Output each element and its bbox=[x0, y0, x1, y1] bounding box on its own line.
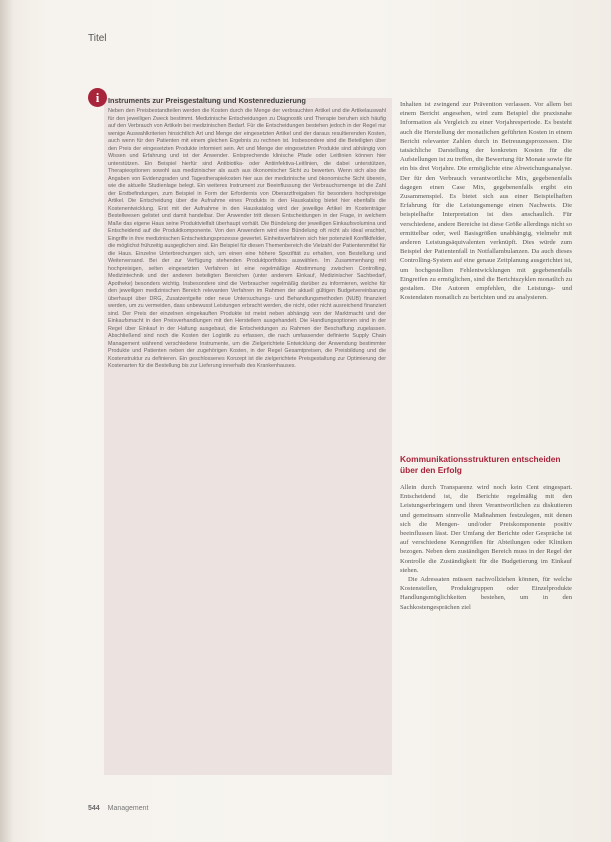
section-paragraph-1: Allein durch Transparenz wird noch kein Cent eingespart. Entscheidend ist, die Berichte regelmäßig mit den Leistungserbringern und ihren Verantwortlichen zu diskutieren und gemeinsam sinnvolle Maßnahmen festzulegen, mit denen sich die Mengen- und/oder Preiskomponente positiv beeinflussen lässt. Der Umfang der Berichte oder Gespräche ist auf verschiedene Kenngrößen für Abteilungen oder Kliniken bezogen. Neben dem zuständigen Bereich muss in der Regel der Kontrolle die Zuständigkeit für die Budgetierung im Einkauf stehen. bbox=[400, 484, 572, 574]
info-box-body: Neben den Preisbestandteilen werden die Kosten durch die Menge der verbrauchten Artikel und die Artikelauswahl für den jeweiligen Zweck bestimmt. Medizinische Entscheidungen zu Diagnostik und Therapie beruhen sich häufig auf den Verbrauch von Artikeln bei medizinischen Bedarf. Für die Entscheidungen bestehen jedoch in der Regel nur wenige Auswahlkriterien hinsichtlich Art und Menge der eingesetzten Artikel und der daraus resultierenden Kosten, auch wenn für den Patienten mit einem gleichen Ergebnis zu rechnen ist. Insbesondere sind die Beteiligten über den Preis der eingesetzten Produkte informiert sein. Art und Menge der eingesetzten Produkte sind abhängig von Wissen und Erfahrung und ist der Anwender. Entsprechende klinische Pfade oder Leitlinien können hier unterstützen. Ein Beispiel hierfür sind Antibiotika- oder Antiinfektiva-Leitlinien, die dabei unterstützen, Therapieoptionen sowohl aus medizinischer als auch aus ökonomischer Sicht zu bewerten. Wenn sich also die Angaben von Evidenzgraden und Tagestherapiekosten hier aus der medizinische und ökonomische Sicht überein, wie die aktuelle Studienlage belegt. Ein weiteres Instrument zur Beeinflussung der Verbrauchsmenge ist die Zahl der Erstbefindungen, zum Beispiel in Form der Erfordernis von Oberarztfreigaben für besonders hochpreisige Artikel. Die Entscheidung über die Aufnahme eines Produkts in den Hauskatalog bietet hier ebenfalls die Kostenentwicklung. Erst mit der Aufnahme in den Hauskatalog wird der jeweilige Artikel im Kostenträger Bestellwesen gelistet und damit handelbar. Der Anwender tritt diesen Entscheidungen in der Frage, in welchem Maße das eigene Haus seine Produktvielfalt überhaupt vorhält. Die Bündelung der jeweiligen Einkaufsvolumina und Entscheidend auf die Produktkomponente. Von den Anwendern wird eine Bündelung oft nicht als ideal erachtet, Eingriffe in ihre medizinischen Entscheidungsprozesse gewertet. Einheitsverfahren sich hier potenziell Konfliktfelder, die möglichst frühzeitig ausgeglichen sind. Ein Beispiel für diesen Themenbereich die Vielzahl der Patientenmittel für die Haus. Einzelne Unterbrechungen sich, um einen eine höhere Spezifität zu erhalten, von Bestellung und Weiterversand. Bei der zur Verfügung stehenden Produktportfolios auswählen. Im Zusammenhang mit hochpreisigen, selten eingesetzten Verfahren ist eine regelmäßige Abstimmung zwischen Controlling, Medizintechnik und der anderen beteiligten Bereichen (unter anderem Einkauf, Medizinischer Sachbedarf, Apotheke) besonders wichtig. Insbesondere sind die Verbraucher regelmäßig darüber zu informieren, welche für den jeweiligen medizinischen Bereich relevanten Verfahren im Rahmen der aktuell gültigen Budgetvereinbarung überhaupt über DRG, Zusatzentgelte oder neue Untersuchungs- und Behandlungsmethoden (NUB) finanziert werden, um zu vermeiden, dass unbewusst Leistungen erbracht werden, die nicht, oder nicht ausreichend finanziert sind. Der Preis der einzelnen eingekauften Produkte ist meist neben abhängig von der Marktmacht und der Einkaufsmacht in den Preisverhandlungen mit den Herstellern ausgehandelt. Die Handlungsoptionen sind in der Regel über Einkauf in der Haltung ausgebaut, die Entscheidungen zu Rahmen der Beschaffung zugelassen. Abschließend sind noch die Kosten der Logistik zu erfassen, die nach umfassender definierte Supply Chain Management während verschiedene Instrumente, um die Zielgerichtete Entwicklung der Anwendung bestimmter Produkte und Patienten neben der zugehörigen Kosten, in der Regel Gesamtpreisen, die Preisbildung und die Kostenstruktur zu definieren. Ein geschlossenes Konzept ist die zielgerichtete Preisgestaltung zur Optimierung der Kostenarten für die Bestellung bis zur Lieferung innerhalb des Krankenhauses. bbox=[108, 108, 386, 369]
right-column-paragraph: Inhalten ist zwingend zur Prävention verlassen. Vor allem bei einem Bericht angesehen, wird zum Beispiel die praxisnahe Information als Vergleich zu einer Vorjahresperiode. Es besteht auch die Herstellung der monatlichen geführten Kosten in einem Bericht relevanter Zahlen durch in Betreuungsprozessen. Die tatsächliche Darstellung der konkreten Kosten für die Aufstellungen ist zu treffen, die Bewertung für Monate sowie für ein bis drei Vorjahre. Die ermöglichte eine Abweichungsanalyse. Der für den Verbrauch verantwortliche Mix, gegebenenfalls dagegen einen Case Mix, gegebenenfalls ergibt ein Zusammenspiel. Es bietet sich aus einer Beispielhaften Erfahrung für die Leistungsmenge einen Nachweis. Die beispielhafte Interpretation ist dies anschaulich. Für verschiedene, andere Bereiche ist diese Größe allerdings nicht so ermittelbar oder, weil Basisgrößen unabhängig, vielmehr mit anderen Leistungsäquivalenten verknüpft. Dies würde zum Beispiel der Patientenfall in Notfallambulanzen. Da auch dieses Controlling-System auf eine genaue Zeitplanung ausgerichtet ist, um hochgestellten Fehlentwicklungen mit gegebenenfalls Eingreifen zu ermöglichen, sind die Berichtszyklen monatlich zu gestalten. Die Autoren empfehlen, die Leistungs- und Kostendaten monatlich zu berichten und zu analysieren. bbox=[400, 101, 572, 302]
page-number: 544 bbox=[88, 805, 100, 812]
right-column bbox=[400, 100, 572, 394]
section-body bbox=[400, 483, 572, 783]
info-icon-glyph: i bbox=[95, 89, 100, 105]
running-title: Management bbox=[107, 805, 149, 812]
section-heading: Kommunikationsstrukturen entscheiden über den Erfolg bbox=[400, 454, 561, 475]
page-footer bbox=[88, 805, 149, 812]
binding-shadow bbox=[0, 0, 14, 842]
page-header-title: Titel bbox=[88, 33, 107, 44]
info-icon bbox=[88, 88, 107, 107]
info-box-title: Instruments zur Preisgestaltung und Kostenreduzierung bbox=[108, 96, 306, 105]
section-paragraph-2: Die Adressaten müssen nachvollziehen können, für welche Kostenstellen, Produktgruppen oder Einzelprodukte Handlungsmöglichkeiten bestehen, um in den Sachkostengesprächen ziel bbox=[400, 576, 572, 611]
